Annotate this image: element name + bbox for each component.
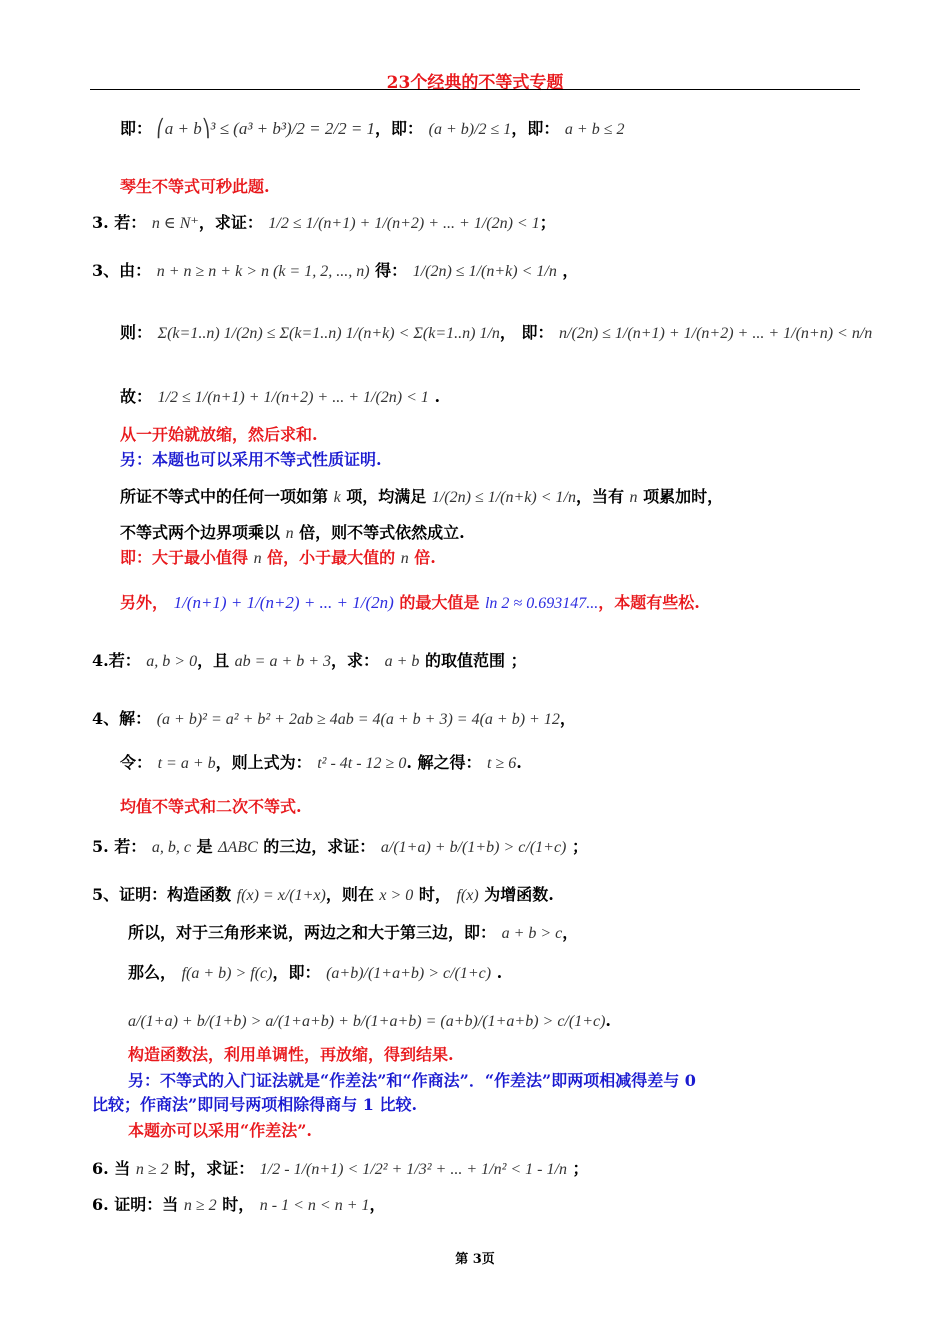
text-span: 是 [190, 837, 219, 856]
text-span: 比较；作商法”即同号两项相除得商与 1 比较. [92, 1095, 418, 1114]
text-span: 均值不等式和二次不等式. [120, 797, 302, 816]
math-expression: k [333, 489, 341, 506]
text-line-l04 [92, 260, 578, 283]
text-line-l22 [128, 1044, 454, 1066]
text-span: 另：本题也可以采用不等式性质证明. [120, 450, 382, 469]
text-line-l26 [92, 1158, 589, 1181]
text-span: 故： [120, 387, 158, 406]
math-expression: n ∈ N⁺ [151, 215, 199, 232]
math-expression: f(a + b) > f(c) [181, 965, 273, 982]
text-span: 本题亦可以采用“作差法”. [128, 1121, 312, 1140]
math-expression: ab = a + b + 3 [234, 653, 332, 670]
text-line-l08 [120, 449, 382, 471]
page-header-title: 23个经典的不等式专题 [386, 73, 564, 93]
text-span: ； [566, 1159, 589, 1178]
text-line-l15 [120, 752, 522, 775]
page-number: 第 3页 [455, 1252, 495, 1267]
text-span: . 解之得： [406, 753, 488, 772]
text-span: 的最大值是 [393, 593, 485, 612]
text-span: ，当有 [575, 487, 630, 506]
text-span: . [605, 1011, 611, 1030]
text-line-l06 [120, 386, 440, 409]
math-expression: 1/2 - 1/(n+1) < 1/2² + 1/3² + ... + 1/n² < 1 - 1/n [259, 1161, 567, 1178]
text-span: 6. 证明：当 [92, 1195, 184, 1214]
text-span: ，则上式为： [215, 753, 318, 772]
text-line-l27 [92, 1194, 386, 1217]
text-span: 时， [216, 1195, 260, 1214]
text-line-l03 [92, 212, 556, 235]
text-span: 的三边，求证： [257, 837, 381, 856]
math-expression: n ≥ 2 [183, 1197, 217, 1214]
text-span: 即： [120, 119, 153, 138]
text-span: 4.若： [92, 651, 147, 670]
text-span: ，即： [375, 119, 429, 138]
math-expression: n [400, 550, 409, 567]
math-expression: t = a + b [157, 755, 216, 772]
text-span: ； [566, 837, 588, 856]
math-expression: n ≥ 2 [135, 1161, 169, 1178]
math-expression: 1/(n+1) + 1/(n+2) + ... + 1/(2n) [173, 593, 394, 612]
math-expression: a/(1+a) + b/(1+b) > c/(1+c) [380, 839, 567, 856]
math-expression: ⎛a + b⎞³ ≤ (a³ + b³)/2 = 2/2 = 1 [152, 119, 376, 138]
text-line-l09 [120, 486, 723, 509]
text-span: ， [559, 709, 576, 728]
text-span: 3. 若： [92, 213, 152, 232]
text-line-l20 [128, 962, 502, 985]
text-line-l11 [120, 547, 436, 570]
text-span: ， [369, 1195, 386, 1214]
math-expression: (a + b)/2 ≤ 1 [428, 121, 512, 138]
math-expression: a + b ≤ 2 [564, 121, 625, 138]
math-expression: a, b > 0 [146, 653, 198, 670]
text-span: ，则在 [325, 885, 380, 904]
text-span: ， 即： [499, 323, 560, 342]
text-line-l14 [92, 708, 576, 731]
text-span: 时， [413, 885, 457, 904]
text-span: 不等式两个边界项乘以 [120, 523, 286, 542]
math-expression: n - 1 < n < n + 1 [259, 1197, 370, 1214]
text-span: 另外， [120, 593, 174, 612]
text-line-l01 [120, 118, 624, 141]
math-expression: a/(1+a) + b/(1+b) > a/(1+a+b) + b/(1+a+b) = (a+b)/(1+a+b) > c/(1+c) [128, 1013, 606, 1030]
text-span: ，本题有些松. [598, 593, 700, 612]
math-expression: a + b > c [501, 925, 563, 942]
text-line-l18 [92, 884, 554, 907]
math-expression: ΔABC [218, 839, 258, 856]
math-expression: n [629, 489, 638, 506]
text-span: . [428, 387, 441, 406]
text-span: 则： [120, 323, 158, 342]
text-line-l02 [120, 176, 270, 198]
math-expression: 1/2 ≤ 1/(n+1) + 1/(n+2) + ... + 1/(2n) < 1 [268, 215, 540, 232]
text-line-l12 [120, 592, 700, 615]
text-span: . [516, 753, 522, 772]
math-expression: t² - 4t - 12 ≥ 0 [317, 755, 407, 772]
text-line-l25 [128, 1120, 312, 1142]
text-span: ，即： [511, 119, 565, 138]
text-span: ，且 [197, 651, 235, 670]
text-span: 倍. [408, 548, 436, 567]
text-span: 即：大于最小值得 [120, 548, 254, 567]
text-line-l13 [92, 650, 527, 673]
math-expression: n [253, 550, 262, 567]
text-line-l21 [128, 1010, 611, 1033]
text-span: . [491, 963, 503, 982]
math-expression: x > 0 [379, 887, 414, 904]
text-span: 5、证明：构造函数 [92, 885, 237, 904]
math-expression: n + n ≥ n + k > n (k = 1, 2, ..., n) [156, 263, 370, 280]
math-expression: a + b [384, 653, 420, 670]
text-span: 所以，对于三角形来说，两边之和大于第三边，即： [128, 923, 502, 942]
math-expression: a, b, c [151, 839, 191, 856]
text-span: 另：不等式的入门证法就是“作差法”和“作商法”．“作差法”即两项相减得差与 0 [128, 1071, 696, 1090]
text-span: ，即： [272, 963, 327, 982]
text-line-l10 [120, 522, 465, 545]
text-span: 时，求证： [168, 1159, 260, 1178]
text-span: 倍，小于最大值的 [261, 548, 401, 567]
text-line-l23 [128, 1070, 696, 1092]
text-span: 从一开始就放缩，然后求和. [120, 425, 318, 444]
text-line-l17 [92, 836, 588, 859]
text-span: 倍，则不等式依然成立. [293, 523, 465, 542]
text-span: ， [556, 261, 579, 280]
text-line-l07 [120, 424, 318, 446]
math-expression: n [285, 525, 294, 542]
text-line-l19 [128, 922, 578, 945]
text-span: 得： [369, 261, 413, 280]
text-span: ； [539, 213, 556, 232]
text-span: 构造函数法，利用单调性，再放缩，得到结果. [128, 1045, 454, 1064]
math-expression: (a + b)² = a² + b² + 2ab ≥ 4ab = 4(a + b + 3) = 4(a + b) + 12 [156, 711, 560, 728]
math-expression: f(x) = x/(1+x) [236, 887, 326, 904]
text-span: 琴生不等式可秒此题. [120, 177, 270, 196]
math-expression: 1/2 ≤ 1/(n+1) + 1/(n+2) + ... + 1/(2n) < 1 [157, 389, 429, 406]
text-span: 为增函数. [478, 885, 554, 904]
text-line-l24 [92, 1094, 417, 1116]
text-span: ，求： [331, 651, 385, 670]
text-span: 项，均满足 [340, 487, 432, 506]
math-expression: 1/(2n) ≤ 1/(n+k) < 1/n [431, 489, 576, 506]
math-expression: f(x) [456, 887, 479, 904]
text-span: 4、解： [92, 709, 157, 728]
math-expression: n/(2n) ≤ 1/(n+1) + 1/(n+2) + ... + 1/(n+n) < n/n [559, 325, 873, 342]
text-span: 6. 当 [92, 1159, 136, 1178]
text-span: ， [562, 923, 579, 942]
math-expression: (a+b)/(1+a+b) > c/(1+c) [326, 965, 492, 982]
text-span: 令： [120, 753, 158, 772]
text-line-l16 [120, 796, 302, 818]
header-rule [90, 89, 860, 90]
text-span: 5. 若： [92, 837, 152, 856]
text-span: ，求证： [198, 213, 269, 232]
math-expression: 1/(2n) ≤ 1/(n+k) < 1/n [412, 263, 557, 280]
math-expression: t ≥ 6 [487, 755, 517, 772]
text-span: 所证不等式中的任何一项如第 [120, 487, 334, 506]
text-span: 3、由： [92, 261, 157, 280]
math-expression: ln 2 ≈ 0.693147... [484, 595, 599, 612]
text-span: 的取值范围 ； [419, 651, 527, 670]
math-expression: Σ(k=1..n) 1/(2n) ≤ Σ(k=1..n) 1/(n+k) < Σ(k=1..n) 1/n [157, 325, 500, 342]
text-span: 那么， [128, 963, 182, 982]
text-line-l05 [120, 322, 872, 345]
text-span: 项累加时， [637, 487, 724, 506]
